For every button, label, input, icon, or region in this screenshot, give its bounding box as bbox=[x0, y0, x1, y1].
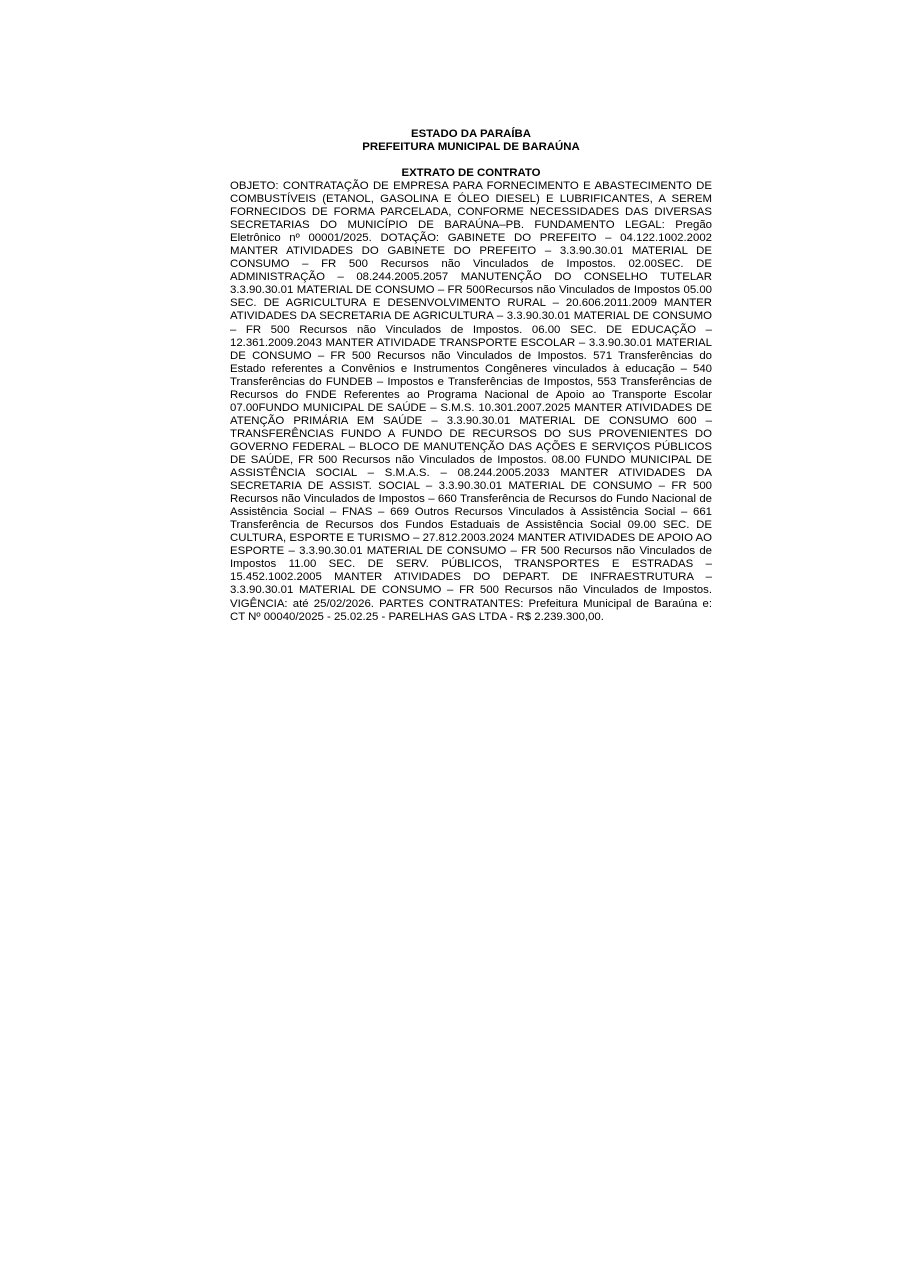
document-page bbox=[230, 128, 712, 624]
municipality-heading: PREFEITURA MUNICIPAL DE BARAÚNA bbox=[362, 141, 580, 153]
state-heading: ESTADO DA PARAÍBA bbox=[410, 128, 532, 140]
document-title: EXTRATO DE CONTRATO bbox=[401, 167, 541, 179]
contract-extract-body: OBJETO: CONTRATAÇÃO DE EMPRESA PARA FORNECIMENTO E ABASTECIMENTO DE COMBUSTÍVEIS (ETANOL, GASOLINA E ÓLEO DIESEL) E LUBRIFICANTES, A SEREM FORNECIDOS DE FORMA PARCELADA, CONFORME NECESSIDADES DAS DIVERSAS SECRETARIAS DO MUNICÍPIO DE BARAÚNA–PB. FUNDAMENTO LEGAL: Pregão Eletrônico nº 00001/2025. DOTAÇÃO: GABINETE DO PREFEITO – 04.122.1002.2002 MANTER ATIVIDADES DO GABINETE DO PREFEITO – 3.3.90.30.01 MATERIAL DE CONSUMO – FR 500 Recursos não Vinculados de Impostos. 02.00SEC. DE ADMINISTRAÇÃO – 08.244.2005.2057 MANUTENÇÃO DO CONSELHO TUTELAR 3.3.90.30.01 MATERIAL DE CONSUMO – FR 500Recursos não Vinculados de Impostos 05.00 SEC. DE AGRICULTURA E DESENVOLVIMENTO RURAL – 20.606.2011.2009 MANTER ATIVIDADES DA SECRETARIA DE AGRICULTURA – 3.3.90.30.01 MATERIAL DE CONSUMO – FR 500 Recursos não Vinculados de Impostos. 06.00 SEC. DE EDUCAÇÃO – 12.361.2009.2043 MANTER ATIVIDADE TRANSPORTE ESCOLAR – 3.3.90.30.01 MATERIAL DE CONSUMO – FR 500 Recursos não Vinculados de Impostos. 571 Transferências do Estado referentes a Convênios e Instrumentos Congêneres vinculados à educação – 540 Transferências do FUNDEB – Impostos e Transferências de Impostos, 553 Transferências de Recursos do FNDE Referentes ao Programa Nacional de Apoio ao Transporte Escolar 07.00FUNDO MUNICIPAL DE SAÚDE – S.M.S. 10.301.2007.2025 MANTER ATIVIDADES DE ATENÇÃO PRIMÁRIA EM SAÚDE – 3.3.90.30.01 MATERIAL DE CONSUMO 600 – TRANSFERÊNCIAS FUNDO A FUNDO DE RECURSOS DO SUS PROVENIENTES DO GOVERNO FEDERAL – BLOCO DE MANUTENÇÃO DAS AÇÕES E SERVIÇOS PÚBLICOS DE SAÚDE, FR 500 Recursos não Vinculados de Impostos. 08.00 FUNDO MUNICIPAL DE ASSISTÊNCIA SOCIAL – S.M.A.S. – 08.244.2005.2033 MANTER ATIVIDADES DA SECRETARIA DE ASSIST. SOCIAL – 3.3.90.30.01 MATERIAL DE CONSUMO – FR 500 Recursos não Vinculados de Impostos – 660 Transferência de Recursos do Fundo Nacional de Assistência Social – FNAS – 669 Outros Recursos Vinculados à Assistência Social – 661 Transferência de Recursos dos Fundos Estaduais de Assistência Social 09.00 SEC. DE CULTURA, ESPORTE E TURISMO – 27.812.2003.2024 MANTER ATIVIDADES DE APOIO AO ESPORTE – 3.3.90.30.01 MATERIAL DE CONSUMO – FR 500 Recursos não Vinculados de Impostos 11.00 SEC. DE SERV. PÚBLICOS, TRANSPORTES E ESTRADAS – 15.452.1002.2005 MANTER ATIVIDADES DO DEPART. DE INFRAESTRUTURA – 3.3.90.30.01 MATERIAL DE CONSUMO – FR 500 Recursos não Vinculados de Impostos. VIGÊNCIA: até 25/02/2026. PARTES CONTRATANTES: Prefeitura Municipal de Baraúna e: CT Nº 00040/2025 - 25.02.25 - PARELHAS GAS LTDA - R$ 2.239.300,00. bbox=[230, 180, 712, 623]
